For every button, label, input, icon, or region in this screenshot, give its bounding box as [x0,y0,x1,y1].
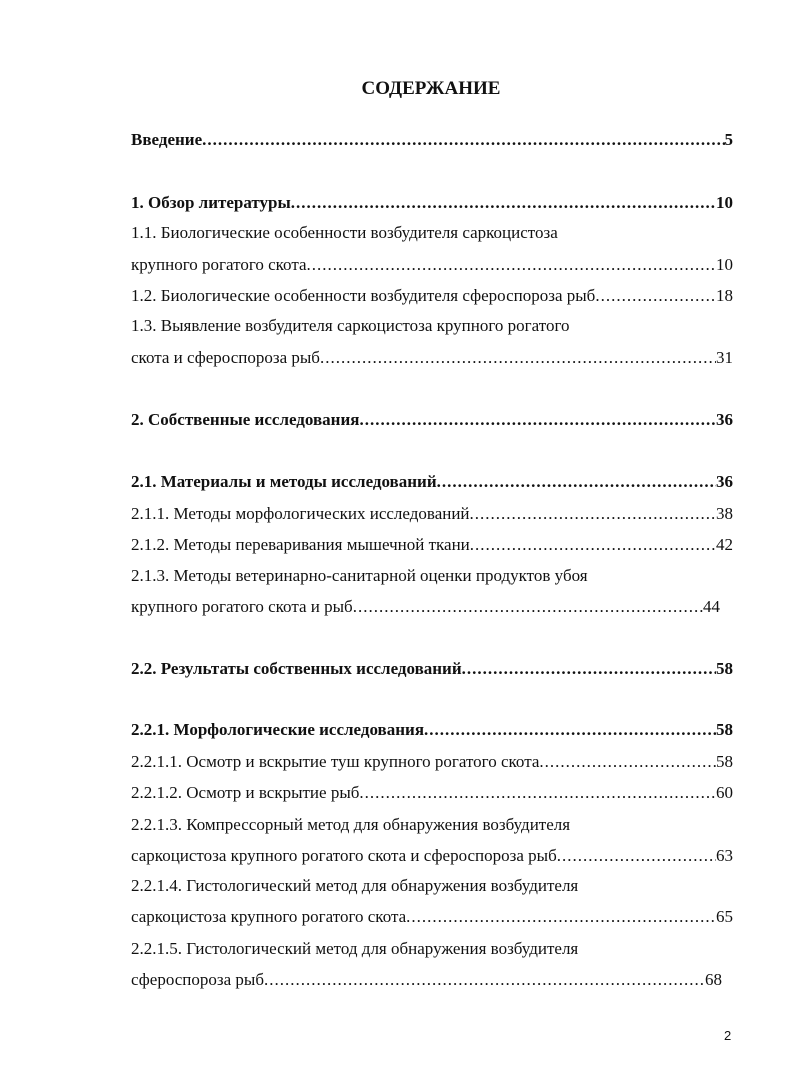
toc-entry [131,534,733,556]
toc-entry [131,969,722,991]
toc-entry-page: 31 [716,348,733,367]
toc-entry-title: скота и сфероспороза рыб [131,348,320,367]
leader-dots [264,969,705,991]
leader-dots [557,845,716,867]
toc-entry-title: 2.1. Материалы и методы исследований [131,472,437,491]
leader-dots [595,285,716,307]
leader-dots [307,254,716,276]
toc-entry-page: 38 [716,504,733,523]
toc-entry-title: 2.2.1.1. Осмотр и вскрытие туш крупного рогатого скота [131,752,540,771]
toc-entry [131,596,720,618]
leader-dots [359,782,716,804]
toc-entry-page: 18 [716,286,733,305]
toc-entry [131,285,733,307]
leader-dots [470,503,716,525]
leader-dots [470,534,716,556]
toc-entry-title: Введение [131,130,203,149]
page-number: 2 [724,1028,732,1043]
leader-dots [406,906,716,928]
leader-dots [462,658,716,680]
toc-entry-title: 2.1.1. Методы морфологических исследований [131,504,470,523]
toc-entry-title: 2.1.2. Методы переваривания мышечной ткани [131,535,470,554]
toc-entry-page: 5 [724,130,733,149]
toc-entry [131,719,733,741]
leader-dots [424,719,716,741]
toc-entry [131,565,733,587]
toc-entry-page: 58 [716,659,733,678]
toc-entry-title: 2.2.1.2. Осмотр и вскрытие рыб [131,783,360,802]
leader-dots [539,751,716,773]
toc-entry [131,192,733,214]
leader-dots [320,347,716,369]
toc-entry-title: крупного рогатого скота и рыб [131,597,353,616]
toc-entry-title: 2.1.3. Методы ветеринарно-санитарной оценки продуктов убоя [131,566,588,585]
leader-dots [202,129,724,151]
toc-entry [131,751,733,773]
toc-entry-page: 65 [716,907,733,926]
toc-entry [131,782,733,804]
toc-entry-page: 60 [716,783,733,802]
toc-entry [131,254,733,276]
leader-dots [291,192,716,214]
toc-entry [131,875,733,897]
toc-entry-page: 36 [716,472,733,491]
leader-dots [353,596,703,618]
toc-entry-page: 68 [705,970,722,989]
toc-entry-page: 10 [716,193,733,212]
toc-entry-title: 2.2.1.3. Компрессорный метод для обнаружения возбудителя [131,815,571,834]
toc-entry-page: 42 [716,535,733,554]
toc-entry [131,347,733,369]
toc-entry-title: 2.2.1.5. Гистологический метод для обнаружения возбудителя [131,939,579,958]
toc-entry [131,129,733,151]
toc-entry [131,471,733,493]
toc-entry-page: 44 [703,597,720,616]
toc-entry-title: 1. Обзор литературы [131,193,291,212]
toc-entry-title: 2. Собственные исследования [131,410,360,429]
toc-entry-title: сфероспороза рыб [131,970,264,989]
toc-entry-page: 36 [716,410,733,429]
toc-entry [131,222,733,244]
toc-entry-title: саркоцистоза крупного рогатого скота [131,907,407,926]
toc-entry-title: 2.2.1. Морфологические исследования [131,720,425,739]
toc-entry-title: 1.3. Выявление возбудителя саркоцистоза крупного рогатого [131,316,570,335]
toc-entry-page: 58 [716,720,733,739]
toc-entry [131,503,733,525]
toc-entry [131,658,733,680]
toc-entry [131,906,733,928]
toc-entry [131,409,733,431]
toc-entry-title: 2.2. Результаты собственных исследований [131,659,462,678]
toc-entry-title: саркоцистоза крупного рогатого скота и сфероспороза рыб [131,846,557,865]
leader-dots [359,409,716,431]
toc-entry-title: 2.2.1.4. Гистологический метод для обнаружения возбудителя [131,876,579,895]
toc-entry [131,315,733,337]
toc-entry [131,814,733,836]
toc-entry [131,938,733,960]
toc-entry-page: 10 [716,255,733,274]
toc-entry-page: 58 [716,752,733,771]
toc-entry-title: крупного рогатого скота [131,255,307,274]
toc-entry-title: 1.1. Биологические особенности возбудителя саркоцистоза [131,223,558,242]
leader-dots [437,471,716,493]
toc-entry-page: 63 [716,846,733,865]
page-title: СОДЕРЖАНИЕ [361,78,501,99]
toc-entry [131,845,733,867]
toc-entry-title: 1.2. Биологические особенности возбудителя сфероспороза рыб [131,286,596,305]
